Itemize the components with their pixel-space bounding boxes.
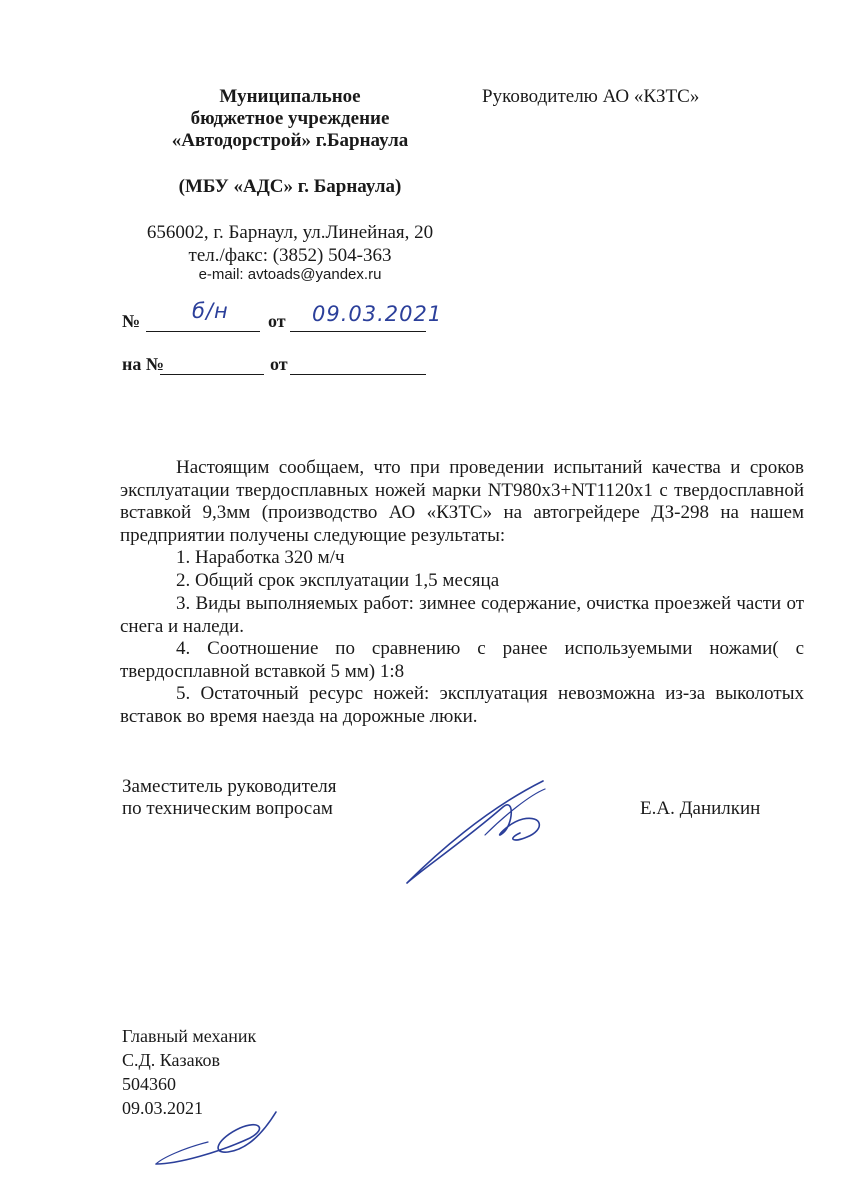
body-item-2: 2. Общий срок эксплуатации 1,5 месяца [176,570,500,591]
signature-2 [148,1108,283,1170]
sender-email: e-mail: avtoads@yandex.ru [198,266,382,283]
reply-date-line [290,374,426,375]
sender-address-block [120,221,460,267]
sender-block [150,86,430,152]
body-item-1: 1. Наработка 320 м/ч [176,547,345,568]
signatory-title [122,776,337,820]
body-item-3: 3. Виды выполняемых работ: зимнее содержание, очистка проезжей части от снега и наледи. [120,593,804,637]
footer-date: 09.03.2021 [122,1098,203,1118]
body-item-4: 4. Соотношение по сравнению с ранее используемыми ножами( с твердосплавной вставкой 5 мм) 1:8 [120,638,804,682]
sender-address: 656002, г. Барнаул, ул.Линейная, 20 [146,222,434,243]
reply-no-label: на № [122,354,164,374]
footer-phone: 504360 [122,1074,176,1094]
reply-no-line [160,374,264,375]
footer-block [122,1024,256,1120]
body-intro: Настоящим сообщаем, что при проведении испытаний качества и сроков эксплуатации твердосплавных ножей марки NT980x3+NT1120x1 с твердосплавной вставкой 9,3мм (производство АО «КЗТС» на автогрейдере ДЗ-298 на нашем предприятии получены следующие результаты: [120,457,804,546]
signatory-title-line-1: Заместитель руководителя [122,776,337,797]
org-short-name: (МБУ «АДС» г. Барнаула) [178,176,402,197]
ref-no-label: № [122,311,141,331]
reply-from-label: от [270,354,288,374]
signatory-name: Е.А. Данилкин [640,798,761,819]
ref-number-handwritten: б/н [192,299,229,323]
sender-phone: тел./факс: (3852) 504-363 [188,245,392,266]
org-line-3: «Автодорстрой» г.Барнаула [171,130,409,151]
signature-1 [395,775,565,890]
footer-name: С.Д. Казаков [122,1050,220,1070]
body-item-5: 5. Остаточный ресурс ножей: эксплуатация невозможна из-за выколотых вставок во время наезда на дорожные люки. [120,683,804,727]
recipient: Руководителю АО «КЗТС» [482,86,700,107]
signatory-title-line-2: по техническим вопросам [122,798,333,819]
org-line-2: бюджетное учреждение [190,108,390,129]
org-line-1: Муниципальное [219,86,361,107]
ref-from-label: от [268,311,286,331]
ref-date-line [290,331,426,332]
ref-no-line [146,331,260,332]
footer-role: Главный механик [122,1026,257,1046]
ref-date-handwritten: 09.03.2021 [312,302,443,326]
